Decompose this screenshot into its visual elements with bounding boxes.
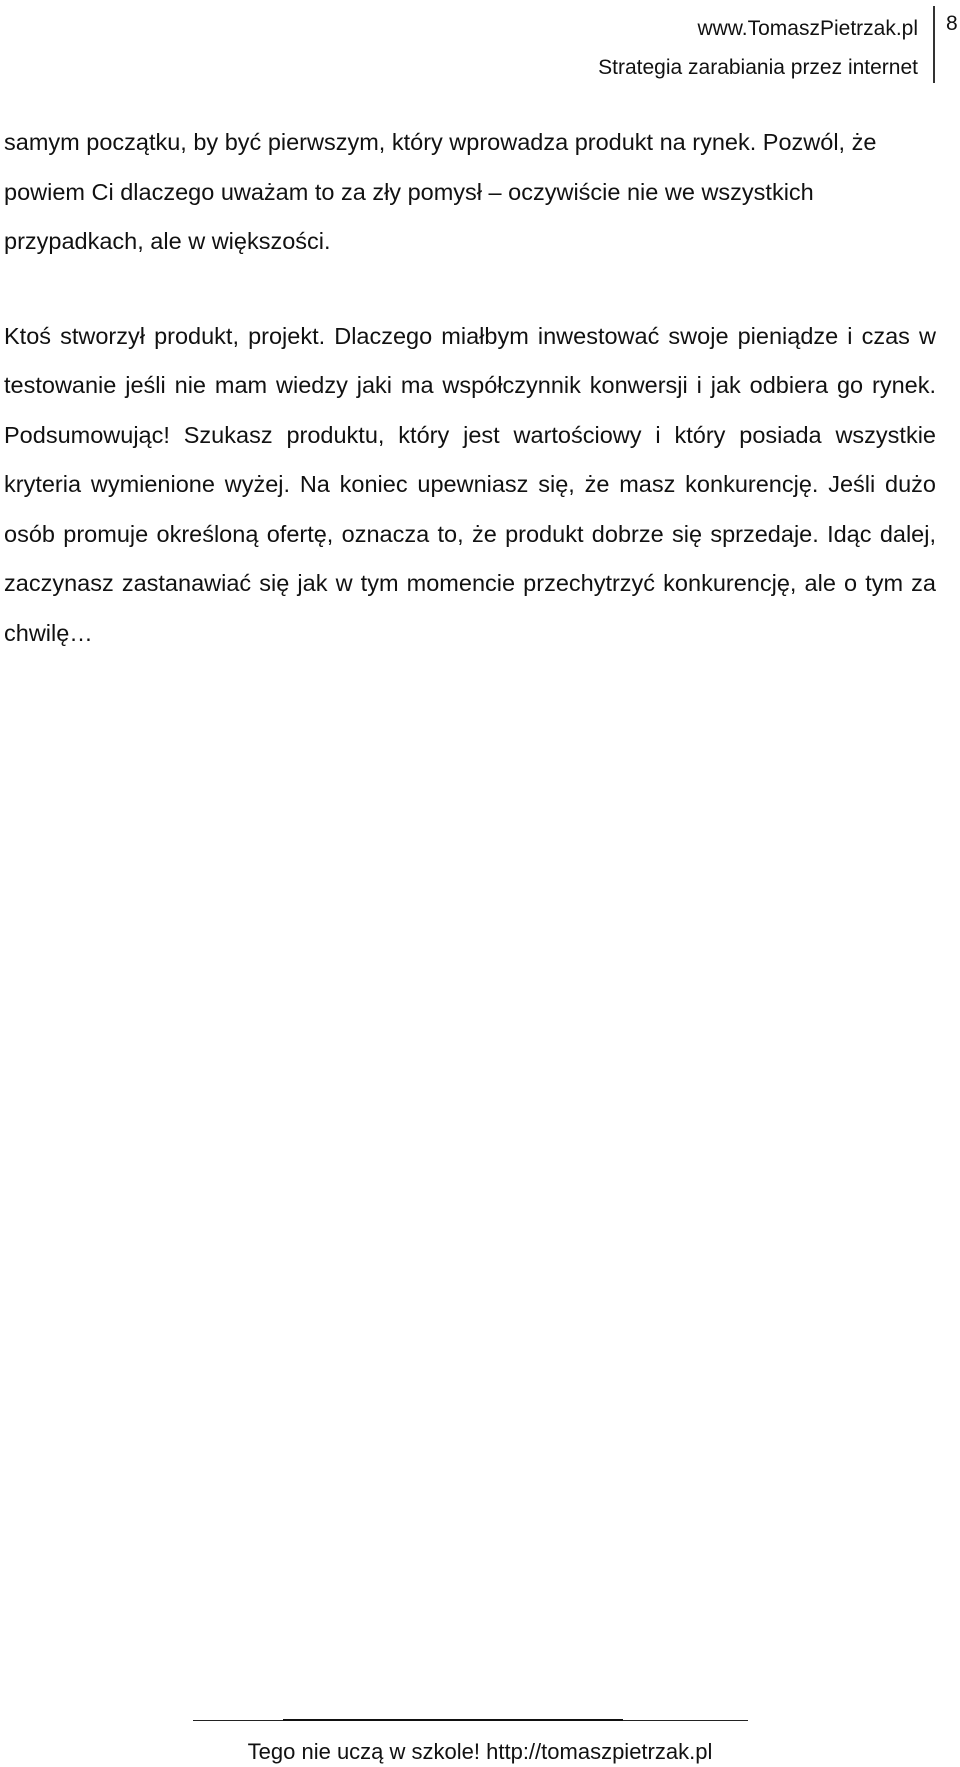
page-content xyxy=(4,118,936,658)
footer-slogan: Tego nie uczą w szkole! xyxy=(247,1739,480,1764)
page-header xyxy=(0,0,960,90)
page-footer xyxy=(0,1710,960,1767)
footer-link[interactable]: http://tomaszpietrzak.pl xyxy=(486,1739,713,1764)
header-text-block xyxy=(598,9,918,87)
page-number: 8 xyxy=(946,12,958,35)
header-subtitle: Strategia zarabiania przez internet xyxy=(598,56,918,79)
body-paragraph-1: samym początku, by być pierwszym, który wprowadza produkt na rynek. Pozwól, że powiem Ci dlaczego uważam to za zły pomysł – oczywiście nie we wszystkich przypadkach, ale w większości. xyxy=(4,129,877,254)
footer-text xyxy=(0,1738,960,1766)
footer-rule-right xyxy=(623,1720,748,1721)
footer-rule-center xyxy=(283,1719,623,1721)
header-divider xyxy=(933,6,935,83)
header-site-url: www.TomaszPietrzak.pl xyxy=(697,17,918,40)
body-paragraph-2: Ktoś stworzył produkt, projekt. Dlaczego miałbym inwestować swoje pieniądze i czas w testowanie jeśli nie mam wiedzy jaki ma współczynnik konwersji i jak odbiera go rynek. Podsumowując! Szukasz produktu, który jest wartościowy i który posiada wszystkie kryteria wymienione wyżej. Na koniec upewniasz się, że masz konkurencję. Jeśli dużo osób promuje określoną ofertę, oznacza to, że produkt dobrze się sprzedaje. Idąc dalej, zaczynasz zastanawiać się jak w tym momencie przechytrzyć konkurencję, ale o tym za chwilę… xyxy=(4,322,936,646)
footer-rule-left xyxy=(193,1720,283,1721)
